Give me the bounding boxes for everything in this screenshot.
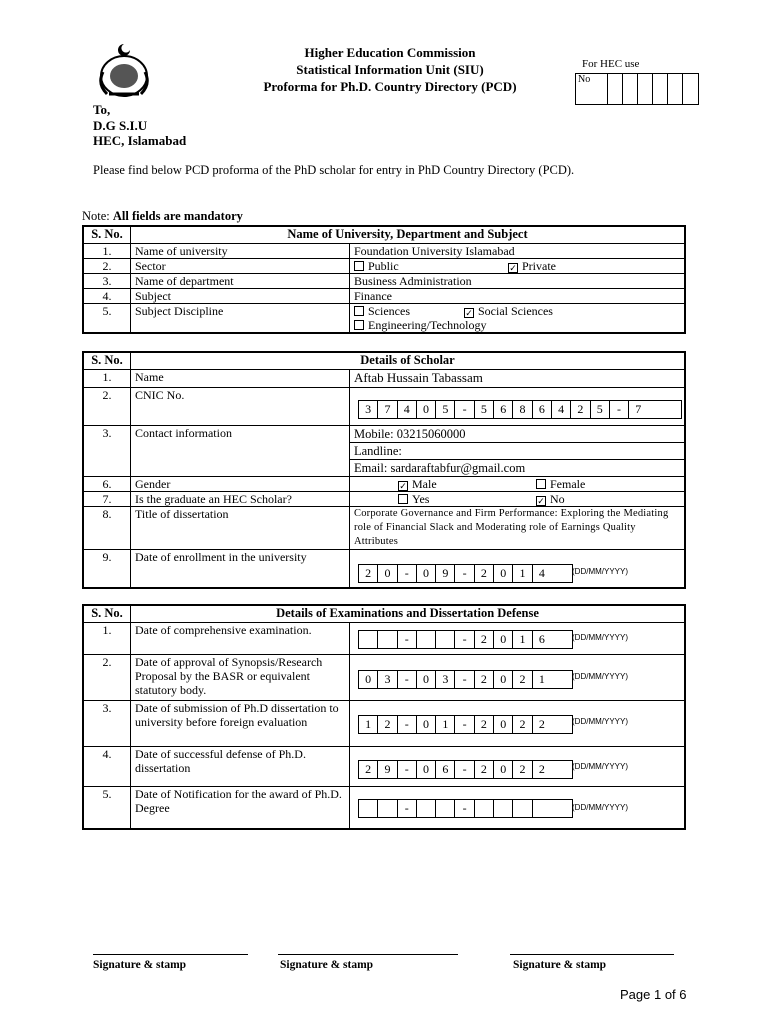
section-title: Details of Scholar [131, 352, 686, 370]
commission-name: Higher Education Commission [304, 45, 476, 60]
option-label: Engineering/Technology [368, 318, 487, 332]
university-table [82, 225, 686, 334]
section-title: Name of University, Department and Subject [131, 226, 686, 244]
digit-box[interactable]: 5 [475, 401, 494, 418]
sector-public-option[interactable] [354, 259, 508, 273]
digit-box[interactable]: - [398, 565, 417, 582]
dissertation-title-field[interactable]: Corporate Governance and Firm Performance: Exploring the Mediating role of Financial Slack and Moderating role of Earnings Quality Attributes [350, 507, 686, 550]
digit-box[interactable]: 1 [513, 631, 532, 648]
digit-box[interactable]: 6 [533, 401, 552, 418]
field-label: Name of university [131, 244, 350, 259]
digit-box[interactable]: 4 [398, 401, 417, 418]
hec-scholar-options [350, 492, 686, 507]
field-label: Date of comprehensive examination. [131, 623, 350, 655]
note-text: All fields are mandatory [112, 209, 243, 223]
digit-box[interactable]: 2 [475, 716, 494, 733]
page-number: Page 1 of 6 [620, 987, 687, 1002]
signature-label: Signature & stamp [93, 959, 187, 971]
date-digit-boxes[interactable] [358, 564, 573, 583]
field-label: Date of successful defense of Ph.D. dissertation [131, 747, 350, 787]
digit-box[interactable]: 0 [494, 761, 513, 778]
row-number: 3. [83, 426, 131, 477]
date-format-hint: (DD/MM/YYYY) [572, 672, 628, 681]
checkbox-unchecked-icon[interactable] [536, 479, 546, 489]
digit-box[interactable] [436, 631, 455, 648]
note-prefix: Note: [82, 209, 110, 223]
digit-box[interactable]: 8 [513, 401, 532, 418]
table-row [83, 550, 685, 588]
scholar-name-field[interactable]: Aftab Hussain Tabassam [350, 370, 686, 388]
field-label: Is the graduate an HEC Scholar? [131, 492, 350, 507]
enrollment-date-field[interactable] [350, 550, 686, 588]
discipline-sciences-option[interactable] [354, 304, 464, 318]
field-label: Gender [131, 477, 350, 492]
digit-box[interactable]: 6 [436, 761, 455, 778]
digit-box[interactable]: 0 [417, 761, 436, 778]
table-row [83, 747, 685, 787]
gender-options [350, 477, 686, 492]
table-row [83, 477, 685, 492]
row-number: 1. [83, 623, 131, 655]
digit-box[interactable]: 2 [359, 761, 378, 778]
digit-box[interactable]: 0 [494, 671, 513, 688]
digit-box[interactable]: 1 [513, 565, 532, 582]
discipline-social-option[interactable] [464, 304, 553, 318]
signature-line [510, 954, 674, 955]
dissertation-submission-date-field[interactable] [350, 701, 686, 747]
cnic-digit-boxes[interactable] [358, 400, 682, 419]
digit-box[interactable] [378, 631, 397, 648]
form-title: Proforma for Ph.D. Country Directory (PCD) [263, 79, 517, 94]
digit-box[interactable]: 0 [417, 401, 436, 418]
hec-scholar-yes-option[interactable] [398, 492, 536, 506]
digit-box[interactable] [513, 800, 532, 817]
checkbox-checked-icon[interactable]: ✓ [537, 496, 545, 506]
row-number: 3. [83, 274, 131, 289]
table-row [83, 289, 685, 304]
digit-box[interactable]: 3 [378, 671, 397, 688]
field-label: Title of dissertation [131, 507, 350, 550]
field-label: Date of approval of Synopsis/Research Proposal by the BASR or equivalent statutory body. [131, 655, 350, 701]
option-label: Yes [412, 492, 430, 506]
digit-box[interactable]: 2 [571, 401, 590, 418]
option-label: Female [550, 477, 586, 491]
sno-header: S. No. [83, 352, 131, 370]
table-row [83, 304, 685, 334]
checkbox-checked-icon[interactable]: ✓ [509, 263, 517, 273]
option-label: Sciences [368, 304, 410, 318]
row-number: 5. [83, 787, 131, 829]
digit-box[interactable]: 2 [378, 716, 397, 733]
signature-label: Signature & stamp [280, 959, 374, 971]
table-row [83, 388, 685, 426]
comprehensive-date-field[interactable] [350, 623, 686, 655]
sector-options [350, 259, 686, 274]
defense-date-field[interactable] [350, 747, 686, 787]
digit-box[interactable] [359, 631, 378, 648]
signature-line [278, 954, 458, 955]
digit-box[interactable]: 4 [538, 566, 545, 580]
digit-box[interactable] [494, 800, 513, 817]
option-label: Public [368, 259, 399, 273]
table-row [83, 507, 685, 550]
scholar-table [82, 351, 686, 589]
row-number: 2. [83, 388, 131, 426]
digit-box[interactable] [436, 800, 455, 817]
address-hec: HEC, Islamabad [93, 133, 187, 148]
row-number: 3. [83, 701, 131, 747]
unit-name: Statistical Information Unit (SIU) [296, 62, 484, 77]
table-row [83, 370, 685, 388]
digit-box[interactable]: - [398, 671, 417, 688]
row-number: 1. [83, 244, 131, 259]
checkbox-unchecked-icon[interactable] [354, 306, 364, 316]
digit-box[interactable]: - [398, 631, 417, 648]
digit-box[interactable]: - [398, 761, 417, 778]
digit-box[interactable]: - [455, 716, 474, 733]
digit-box[interactable]: 2 [513, 761, 532, 778]
digit-box[interactable]: 4 [552, 401, 571, 418]
date-format-hint: (DD/MM/YYYY) [572, 717, 628, 726]
digit-box[interactable]: - [455, 565, 474, 582]
mobile-field[interactable]: Mobile: 03215060000 [350, 426, 684, 443]
row-number: 9. [83, 550, 131, 588]
subject-field[interactable]: Finance [350, 289, 686, 304]
digit-box[interactable]: 3 [436, 671, 455, 688]
digit-box[interactable] [475, 800, 494, 817]
hec-scholar-no-option[interactable] [536, 492, 565, 506]
digit-box[interactable]: - [455, 761, 474, 778]
digit-box[interactable]: 2 [513, 671, 532, 688]
digit-box[interactable]: 9 [378, 761, 397, 778]
digit-box[interactable]: 2 [359, 565, 378, 582]
table-row [83, 492, 685, 507]
digit-box[interactable]: - [455, 671, 474, 688]
date-format-hint: (DD/MM/YYYY) [572, 803, 628, 812]
date-digit-boxes[interactable] [358, 760, 573, 779]
table-row [83, 701, 685, 747]
field-label: Date of submission of Ph.D dissertation to university before foreign evaluation [131, 701, 350, 747]
sector-private-option[interactable] [508, 259, 556, 273]
digit-box[interactable]: 6 [538, 632, 545, 646]
digit-box[interactable]: 9 [436, 565, 455, 582]
row-number: 4. [83, 289, 131, 304]
checkbox-unchecked-icon[interactable] [398, 494, 408, 504]
digit-box[interactable]: 2 [475, 565, 494, 582]
field-label: Sector [131, 259, 350, 274]
checkbox-unchecked-icon[interactable] [354, 261, 364, 271]
field-label: Name of department [131, 274, 350, 289]
digit-box[interactable]: - [398, 800, 417, 817]
digit-box[interactable]: 2 [475, 761, 494, 778]
address-to: To, [93, 102, 111, 117]
digit-box[interactable]: 1 [436, 716, 455, 733]
sno-header: S. No. [83, 605, 131, 623]
digit-box[interactable]: 6 [494, 401, 513, 418]
intro-text: Please find below PCD proforma of the PhD scholar for entry in PhD Country Directory (PCD). [93, 163, 575, 177]
digit-box[interactable]: 2 [475, 671, 494, 688]
field-label: CNIC No. [131, 388, 350, 426]
hec-logo [95, 42, 153, 100]
digit-box[interactable]: 7 [635, 402, 642, 416]
table-row [83, 426, 685, 477]
landline-field[interactable]: Landline: [350, 443, 684, 460]
date-format-hint: (DD/MM/YYYY) [572, 567, 628, 576]
gender-male-option[interactable] [398, 477, 536, 491]
digit-box[interactable]: 1 [359, 716, 378, 733]
discipline-options [350, 304, 686, 334]
row-number: 5. [83, 304, 131, 334]
digit-box[interactable]: 5 [591, 401, 610, 418]
signature-line [93, 954, 248, 955]
digit-box[interactable]: 0 [494, 716, 513, 733]
examination-table [82, 604, 686, 830]
row-number: 6. [83, 477, 131, 492]
signature-label: Signature & stamp [513, 959, 607, 971]
digit-box[interactable]: 2 [475, 631, 494, 648]
checkbox-checked-icon[interactable]: ✓ [465, 308, 473, 318]
table-row [83, 244, 685, 259]
option-label: Male [412, 477, 437, 491]
digit-box[interactable]: 0 [494, 565, 513, 582]
field-label: Name [131, 370, 350, 388]
table-row [83, 623, 685, 655]
field-label: Subject [131, 289, 350, 304]
digit-box[interactable]: 0 [359, 671, 378, 688]
digit-box[interactable]: 0 [417, 671, 436, 688]
row-number: 4. [83, 747, 131, 787]
sno-header: S. No. [83, 226, 131, 244]
digit-box[interactable]: 0 [417, 716, 436, 733]
digit-box[interactable] [533, 800, 551, 817]
department-field[interactable]: Business Administration [350, 274, 686, 289]
option-label: Private [522, 259, 556, 273]
field-label: Date of enrollment in the university [131, 550, 350, 588]
hec-no-label: No [576, 74, 608, 104]
field-label: Subject Discipline [131, 304, 350, 334]
digit-box[interactable]: 0 [417, 565, 436, 582]
checkbox-unchecked-icon[interactable] [354, 320, 364, 330]
date-format-hint: (DD/MM/YYYY) [572, 633, 628, 642]
date-digit-boxes[interactable] [358, 630, 573, 649]
digit-box[interactable]: 1 [538, 672, 545, 686]
synopsis-approval-date-field[interactable] [350, 655, 686, 701]
digit-box[interactable]: 7 [378, 401, 397, 418]
discipline-engineering-option[interactable] [354, 318, 486, 332]
digit-box[interactable] [417, 800, 436, 817]
row-number: 2. [83, 259, 131, 274]
digit-box[interactable]: - [455, 631, 474, 648]
cnic-field[interactable] [350, 388, 686, 426]
table-row [83, 655, 685, 701]
row-number: 7. [83, 492, 131, 507]
address-dg: D.G S.I.U [93, 118, 148, 133]
digit-box[interactable] [378, 800, 397, 817]
table-row [83, 259, 685, 274]
university-name-field[interactable]: Foundation University Islamabad [350, 244, 686, 259]
row-number: 8. [83, 507, 131, 550]
digit-box[interactable]: 2 [538, 762, 545, 776]
digit-box[interactable]: 0 [378, 565, 397, 582]
field-label: Contact information [131, 426, 350, 477]
digit-box[interactable]: 2 [513, 716, 532, 733]
row-number: 1. [83, 370, 131, 388]
hec-use-label: For HEC use [582, 58, 640, 70]
hec-use-box [575, 73, 699, 105]
note [82, 209, 243, 224]
option-label: Social Sciences [478, 304, 553, 318]
option-label: No [550, 492, 565, 506]
digit-box[interactable]: 3 [359, 401, 378, 418]
table-row [83, 787, 685, 829]
digit-box[interactable]: - [610, 401, 629, 418]
checkbox-checked-icon[interactable]: ✓ [399, 481, 407, 491]
contact-field [350, 426, 686, 477]
date-digit-boxes[interactable] [358, 670, 573, 689]
digit-box[interactable] [417, 631, 436, 648]
digit-box[interactable]: - [455, 800, 474, 817]
digit-box[interactable]: 0 [494, 631, 513, 648]
digit-box[interactable] [359, 800, 378, 817]
date-format-hint: (DD/MM/YYYY) [572, 762, 628, 771]
notification-date-field[interactable] [350, 787, 686, 829]
digit-box[interactable]: 2 [538, 717, 545, 731]
digit-box[interactable]: - [455, 401, 474, 418]
gender-female-option[interactable] [536, 477, 585, 491]
digit-box[interactable]: 5 [436, 401, 455, 418]
digit-box[interactable]: - [398, 716, 417, 733]
field-label: Date of Notification for the award of Ph.D. Degree [131, 787, 350, 829]
table-row [83, 274, 685, 289]
date-digit-boxes[interactable] [358, 715, 573, 734]
date-digit-boxes[interactable] [358, 799, 573, 818]
email-field[interactable]: Email: sardaraftabfur@gmail.com [354, 461, 526, 475]
row-number: 2. [83, 655, 131, 701]
section-title: Details of Examinations and Dissertation Defense [131, 605, 686, 623]
